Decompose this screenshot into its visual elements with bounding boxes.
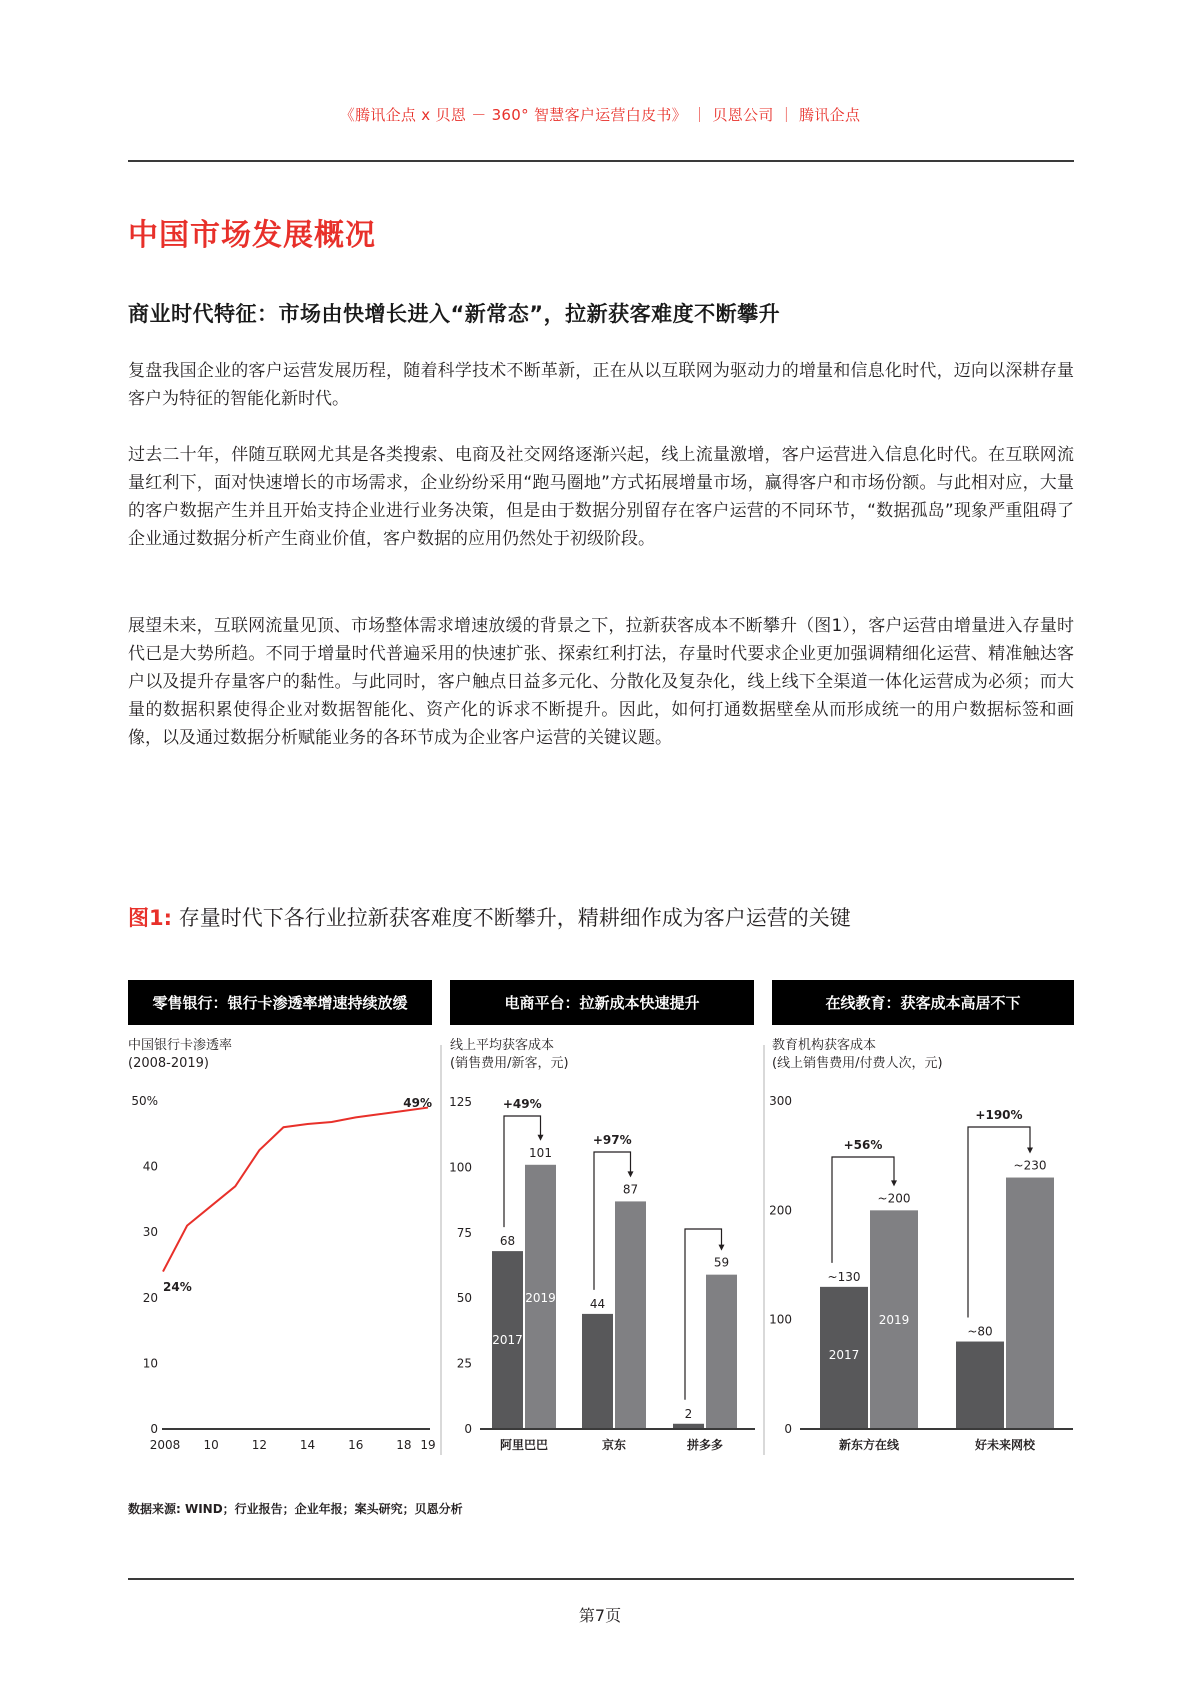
panel-header: 零售银行：银行卡渗透率增速持续放缓 [128,980,432,1025]
y-tick-label: 100 [449,1160,472,1175]
x-tick-label: 14 [299,1438,316,1452]
penetration-line [163,1108,428,1272]
y-tick-label: 125 [449,1095,472,1109]
value-label: 87 [622,1182,639,1197]
paragraph-1: 复盘我国企业的客户运营发展历程，随着科学技术不断革新，正在从以互联网为驱动力的增量和信息化时代，迈向以深耕存量客户为特征的智能化新时代。 [128,361,1074,409]
chart-title: 线上平均获客成本 [450,1038,555,1053]
chart-title: 中国银行卡渗透率 [128,1038,233,1053]
y-tick-label: 40 [142,1159,158,1174]
growth-label: +56% [843,1138,883,1152]
arrow-head-icon [538,1135,544,1141]
y-tick-label: 200 [769,1203,792,1218]
y-tick-label: 75 [456,1225,472,1240]
arrow-head-icon [628,1171,634,1177]
x-tick-label: 2008 [149,1438,181,1452]
figure-caption: 存量时代下各行业拉新获客难度不断攀升，精耕细作成为客户运营的关键 [178,906,851,930]
category-label: 京东 [601,1438,627,1452]
running-header: 《腾讯企点 x 贝恩 － 360° 智慧客户运营白皮书》 ｜ 贝恩公司 ｜ 腾讯企点 [339,106,861,124]
bar-2017 [582,1314,613,1429]
subsection-title: 商业时代特征：市场由快增长进入“新常态”，拉新获客难度不断攀升 [128,302,781,326]
series-label-2019: 2019 [878,1313,910,1327]
y-tick-label: 10 [142,1356,158,1371]
value-label: ~80 [967,1324,993,1339]
y-tick-label: 20 [142,1290,158,1305]
arrow-head-icon [1027,1148,1033,1154]
panel-header: 在线教育：获客成本高居不下 [772,980,1074,1025]
y-tick-label: 0 [784,1422,792,1436]
value-label: 44 [589,1296,606,1311]
paragraph-2: 过去二十年，伴随互联网尤其是各类搜索、电商及社交网络逐渐兴起，线上流量激增，客户运营进入信息化时代。在互联网流量红利下，面对快速增长的市场需求，企业纷纷采用“跑马圈地”方式拓展增量市场，赢得客户和市场份额。与此相对应，大量的客户数据产生并且开始支持企业进行业务决策，但是由于数据分别留存在客户运营的不同环节，“数据孤岛”现象严重阻碍了企业通过数据分析产生商业价值，客户数据的应用仍然处于初级阶段。 [128,445,1074,549]
category-label: 好未来网校 [974,1438,1036,1452]
data-label: 49% [403,1096,432,1110]
bar-2017 [956,1342,1004,1429]
growth-label: +49% [502,1097,542,1111]
chart-unit: (线上销售费用/付费人次，元) [772,1056,943,1071]
page-number: 第7页 [578,1606,622,1625]
footer-divider [128,1578,1074,1580]
bar-2019 [1006,1178,1054,1429]
bar-2019 [615,1201,646,1429]
value-label: 2 [684,1406,693,1421]
section-title: 中国市场发展概况 [128,218,376,253]
y-tick-label: 0 [464,1422,472,1436]
arrow-head-icon [891,1180,897,1186]
series-label-2017: 2017 [828,1348,860,1362]
y-tick-label: 100 [769,1312,792,1327]
bar-2019 [706,1275,737,1429]
y-tick-label: 300 [769,1094,792,1108]
category-label: 拼多多 [686,1438,724,1452]
chart-range: (2008-2019) [128,1056,210,1071]
x-tick-label: 12 [251,1438,268,1452]
data-source-note: 数据来源: WIND；行业报告；企业年报；案头研究；贝恩分析 [128,1502,463,1516]
x-tick-label: 10 [203,1438,219,1452]
growth-label: +190% [975,1108,1023,1122]
y-tick-label: 30 [142,1225,158,1240]
y-tick-label: 0 [150,1422,158,1436]
x-tick-label: 19 [420,1438,436,1452]
paragraph-3: 展望未来，互联网流量见顶、市场整体需求增速放缓的背景之下，拉新获客成本不断攀升（图1），客户运营由增量进入存量时代已是大势所趋。不同于增量时代普遍采用的快速扩张、探索红利打法，存量时代要求企业更加强调精细化运营、精准触达客户以及提升存量客户的黏性。与此同时，客户触点日益多元化、分散化及复杂化，线上线下全渠道一体化运营成为必须；而大量的数据积累使得企业对数据智能化、资产化的诉求不断提升。因此，如何打通数据壁垒从而形成统一的用户数据标签和画像，以及通过数据分析赋能业务的各环节成为企业客户运营的关键议题。 [128,616,1074,748]
series-label-2019: 2019 [525,1291,556,1305]
y-tick-label: 25 [456,1356,472,1371]
value-label: ~130 [827,1269,861,1284]
series-label-2017: 2017 [492,1333,523,1347]
panel-header: 电商平台：拉新成本快速提升 [450,980,754,1025]
category-label: 阿里巴巴 [499,1438,549,1452]
data-label: 24% [163,1280,192,1294]
y-tick-label: 50% [131,1094,158,1108]
value-label: 101 [529,1145,552,1160]
arrow-head-icon [719,1245,725,1251]
x-tick-label: 18 [396,1438,412,1452]
value-label: ~200 [877,1191,911,1206]
value-label: 68 [499,1234,516,1249]
value-label: ~230 [1013,1158,1047,1173]
value-label: 59 [713,1255,730,1270]
y-tick-label: 50 [456,1291,472,1306]
chart-title: 教育机构获客成本 [772,1038,877,1053]
category-label: 新东方在线 [838,1438,900,1452]
x-tick-label: 16 [348,1438,364,1452]
growth-label: +97% [592,1133,632,1147]
figure-number: 图1: [128,906,173,930]
chart-unit: (销售费用/新客，元) [450,1056,569,1071]
